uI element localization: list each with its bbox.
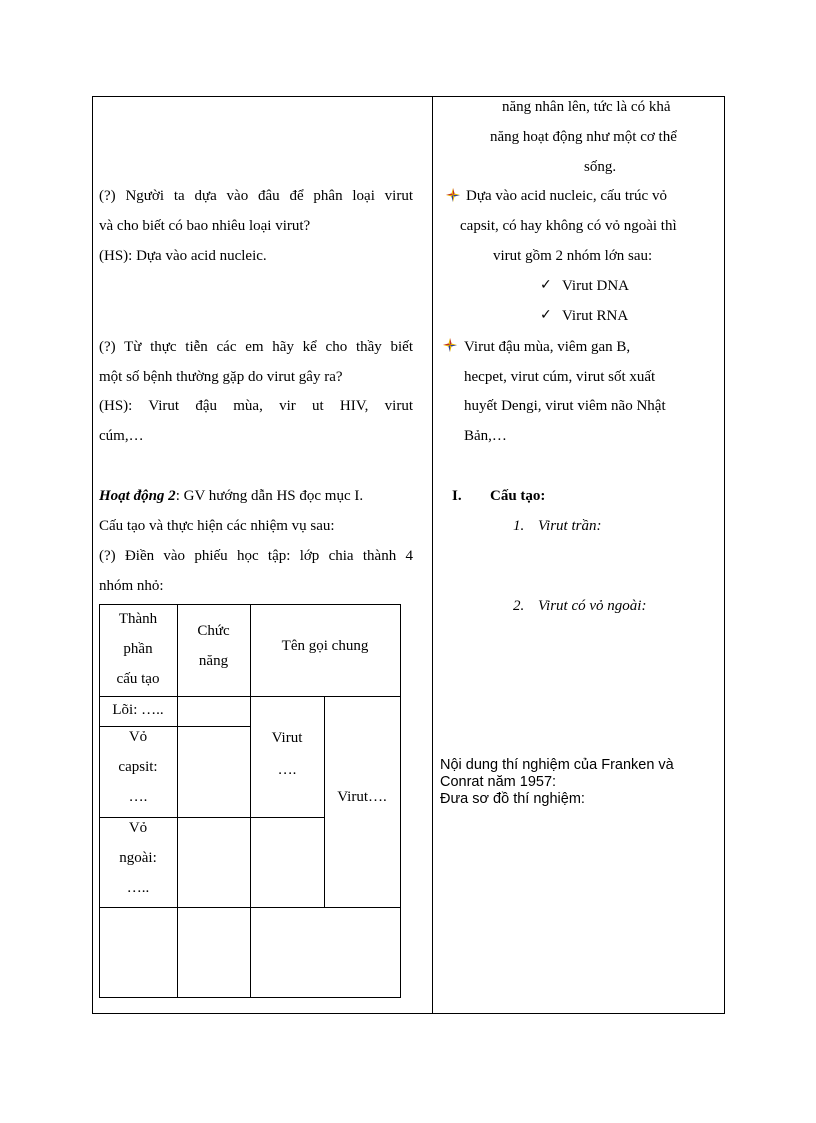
cell-virus-sub: Virut …. <box>271 730 303 778</box>
answer-disease-line2: cúm,… <box>99 428 144 444</box>
subsection-2-number: 2. <box>513 598 525 614</box>
experiment-line2: Conrat năm 1957: <box>440 774 557 790</box>
disease-line2: hecpet, virut cúm, virut sốt xuất <box>464 369 656 385</box>
classify-line3: virut gồm 2 nhóm lớn sau: <box>493 248 653 264</box>
property-line1: năng nhân lên, tức là có khả <box>502 99 671 115</box>
experiment-line3: Đưa sơ đồ thí nghiệm: <box>440 791 585 807</box>
subsection-2-title: Virut có vỏ ngoài: <box>538 598 647 614</box>
activity-2-line1 <box>99 487 363 505</box>
classify-line1: Dựa vào acid nucleic, cấu trúc vỏ <box>466 188 667 204</box>
question-worksheet-line2: nhóm nhỏ: <box>99 578 164 594</box>
activity-2-text: : GV hướng dẫn HS đọc mục I. <box>175 488 364 504</box>
group-dna: Virut DNA <box>562 278 630 294</box>
header-component: Thành phần cấu tạo <box>116 611 160 687</box>
answer-disease-line1: (HS): Virut đậu mùa, vir ut HIV, virut <box>99 398 413 414</box>
property-line3: sống. <box>584 159 617 175</box>
classify-line2: capsit, có hay không có vỏ ngoài thì <box>460 218 677 234</box>
activity-2-title: Hoạt động 2 <box>99 488 176 504</box>
header-common-name: Tên gọi chung <box>281 638 369 654</box>
disease-line1: Virut đậu mùa, viêm gan B, <box>464 339 631 355</box>
cell-virus-all: Virut…. <box>337 789 387 805</box>
question-disease-line1: (?) Từ thực tiễn các em hãy kể cho thầy biết <box>99 339 413 355</box>
question-classify-line1: (?) Người ta dựa vào đâu để phân loại virut <box>99 188 413 204</box>
checkmark-icon: ✓ <box>540 277 552 293</box>
cell-envelope: Vỏ ngoài: ….. <box>119 820 157 896</box>
checkmark-icon: ✓ <box>540 307 552 323</box>
four-point-star-bullet-icon <box>443 338 457 352</box>
group-rna: Virut RNA <box>562 308 629 324</box>
question-disease-line2: một số bệnh thường gặp do virut gây ra? <box>99 369 343 385</box>
cell-core: Lõi: ….. <box>112 702 164 718</box>
experiment-line1: Nội dung thí nghiệm của Franken và <box>440 757 674 773</box>
subsection-1-number: 1. <box>513 518 525 534</box>
question-classify-line2: và cho biết có bao nhiêu loại virut? <box>99 218 311 234</box>
disease-line3: huyết Dengi, virut viêm não Nhật <box>464 398 666 414</box>
answer-classify: (HS): Dựa vào acid nucleic. <box>99 248 267 264</box>
header-function: Chức năng <box>197 623 230 669</box>
four-point-star-bullet-icon <box>446 188 460 202</box>
question-worksheet-line1: (?) Điền vào phiếu học tập: lớp chia thành 4 <box>99 548 413 564</box>
activity-2-line2: Cấu tạo và thực hiện các nhiệm vụ sau: <box>99 518 335 534</box>
property-line2: năng hoạt động như một cơ thể <box>490 129 677 145</box>
section-title: Cấu tạo: <box>490 488 546 504</box>
cell-capsid: Vỏ capsit: …. <box>118 729 158 805</box>
column-divider <box>432 96 433 1014</box>
disease-line4: Bản,… <box>464 428 507 444</box>
subsection-1-title: Virut trần: <box>538 518 602 534</box>
worksheet-table <box>99 604 401 998</box>
section-number: I. <box>452 488 462 504</box>
